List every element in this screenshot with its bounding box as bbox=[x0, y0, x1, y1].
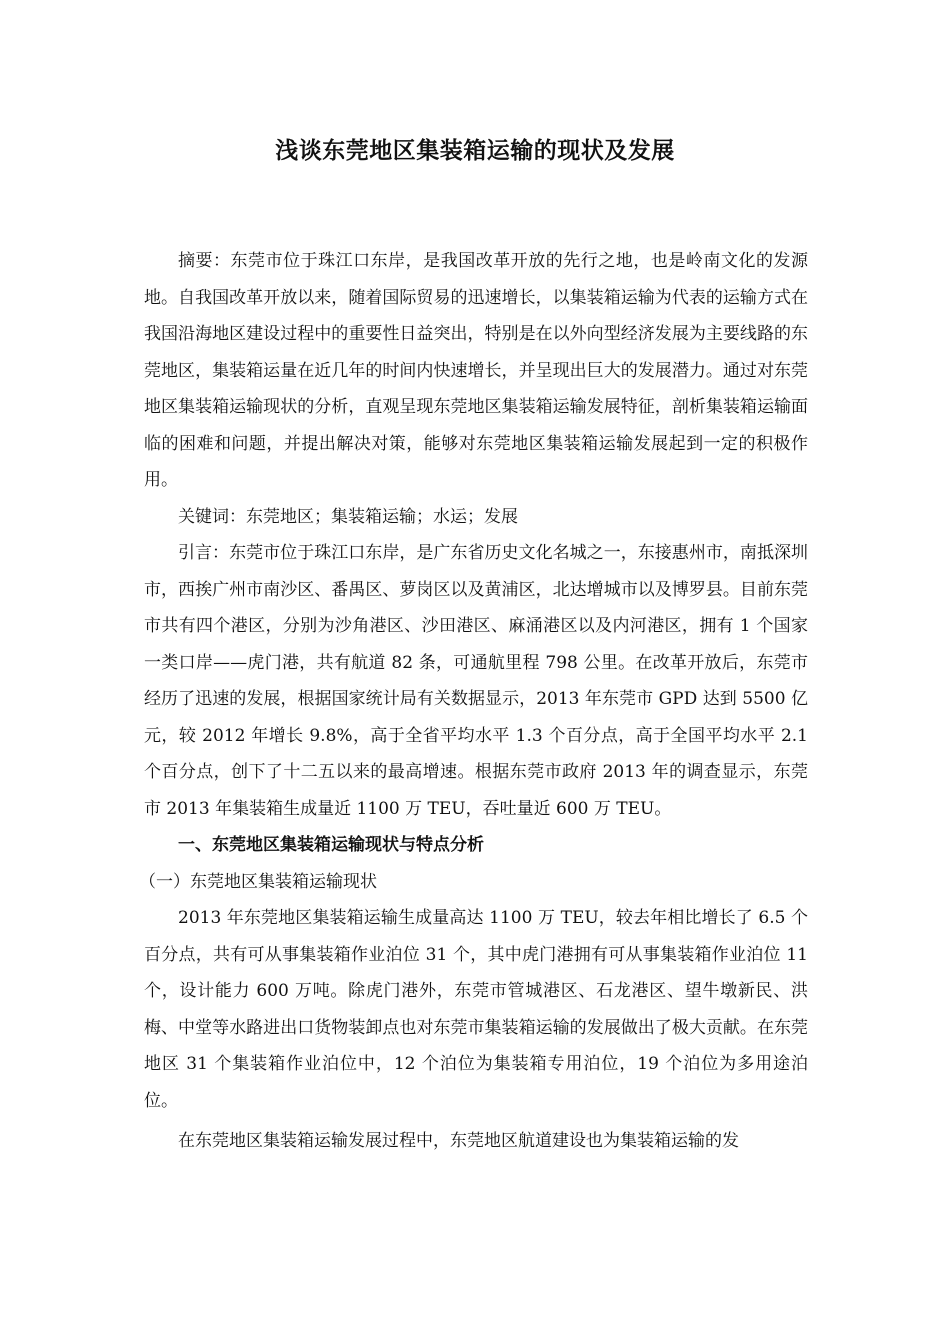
page-title: 浅谈东莞地区集装箱运输的现状及发展 bbox=[275, 138, 675, 164]
body-paragraph: 在东莞地区集装箱运输发展过程中，东莞地区航道建设也为集装箱运输的发 bbox=[178, 1131, 739, 1151]
abstract-paragraph: 摘要：东莞市位于珠江口东岸，是我国改革开放的先行之地，也是岭南文化的发源地。自我国改革开放以来，随着国际贸易的迅速增长，以集装箱运输为代表的运输方式在我国沿海地区建设过程中的重要性日益突出，特别是在以外向型经济发展为主要线路的东莞地区，集装箱运量在近几年的时间内快速增长，并呈现出巨大的发展潜力。通过对东莞地区集装箱运输现状的分析，直观呈现东莞地区集装箱运输发展特征，剖析集装箱运输面临的困难和问题，并提出解决对策，能够对东莞地区集装箱运输发展起到一定的积极作用。 bbox=[144, 251, 808, 490]
body-paragraph: 2013 年东莞地区集装箱运输生成量高达 1100 万 TEU，较去年相比增长了 6.5 个百分点，共有可从事集装箱作业泊位 31 个，其中虎门港拥有可从事集装箱作业泊位 11 个，设计能力 600 万吨。除虎门港外，东莞市管城港区、石龙港区、望牛墩新民、洪梅、中堂等水路进出口货物装卸点也对东莞市集装箱运输的发展做出了极大贡献。在东莞地区 31 个集装箱作业泊位中，12 个泊位为集装箱专用泊位，19 个泊位为多用途泊位。 bbox=[144, 908, 808, 1111]
document-body bbox=[139, 243, 808, 1160]
subsection-heading: （一）东莞地区集装箱运输现状 bbox=[139, 871, 377, 892]
introduction-paragraph: 引言：东莞市位于珠江口东岸，是广东省历史文化名城之一，东接惠州市，南抵深圳市，西挨广州市南沙区、番禺区、萝岗区以及黄浦区，北达增城市以及博罗县。目前东莞市共有四个港区，分别为沙角港区、沙田港区、麻涌港区以及内河港区，拥有 1 个国家一类口岸——虎门港，共有航道 82 条，可通航里程 798 公里。在改革开放后，东莞市经历了迅速的发展，根据国家统计局有关数据显示，2013 年东莞市 GPD 达到 5500 亿元，较 2012 年增长 9.8%，高于全省平均水平 1.3 个百分点，高于全国平均水平 2.1 个百分点，创下了十二五以来的最高增速。根据东莞市政府 2013 年的调查显示，东莞市 2013 年集装箱生成量近 1100 万 TEU，吞吐量近 600 万 TEU。 bbox=[144, 543, 808, 819]
section-heading: 一、东莞地区集装箱运输现状与特点分析 bbox=[178, 835, 484, 855]
keywords-line: 关键词：东莞地区；集装箱运输；水运；发展 bbox=[178, 506, 518, 527]
